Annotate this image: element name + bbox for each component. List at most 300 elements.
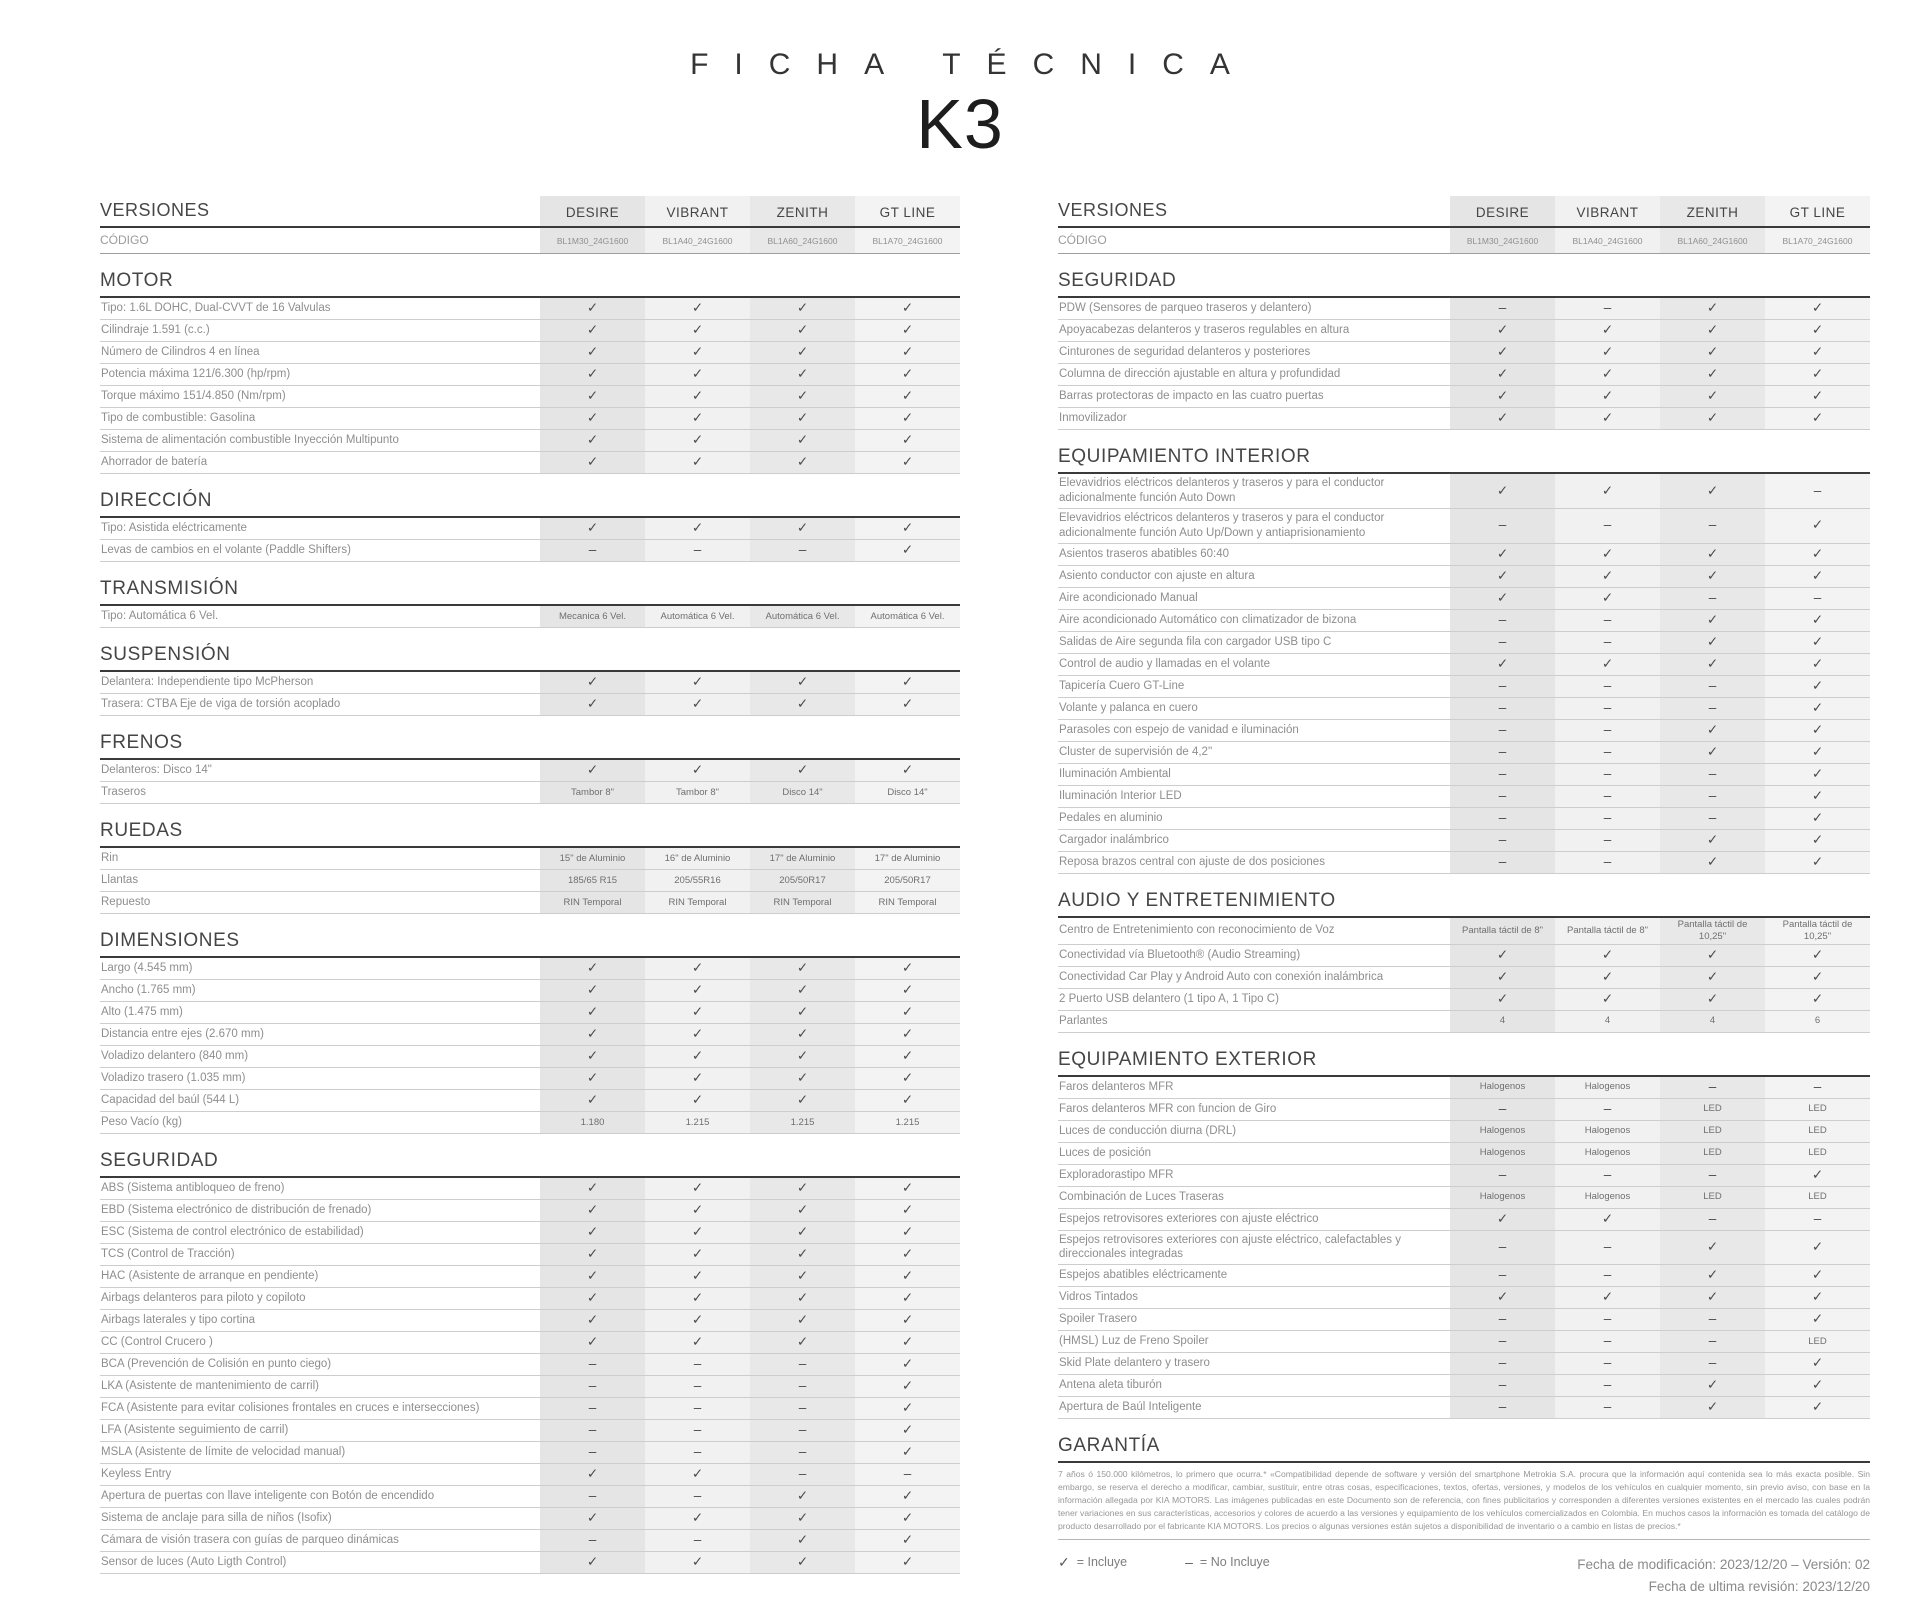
check-mark: ✓ bbox=[1765, 764, 1870, 785]
spec-label: Llantas bbox=[101, 874, 139, 887]
spec-label: Airbags delanteros para piloto y copiloto bbox=[101, 1292, 306, 1305]
check-mark: ✓ bbox=[855, 1068, 960, 1089]
check-mark: ✓ bbox=[750, 1046, 855, 1067]
spec-label: Aire acondicionado Manual bbox=[1059, 591, 1198, 604]
spec-label: Repuesto bbox=[101, 896, 151, 909]
spec-row bbox=[100, 342, 960, 364]
check-mark: ✓ bbox=[540, 1552, 645, 1573]
spec-value: Automática 6 Vel. bbox=[645, 606, 750, 627]
section-title: FRENOS bbox=[100, 731, 960, 760]
section-garanti-a bbox=[1058, 1434, 1870, 1539]
spec-label: Voladizo trasero (1.035 mm) bbox=[101, 1072, 246, 1085]
spec-row bbox=[100, 1552, 960, 1574]
dash-mark: – bbox=[540, 1486, 645, 1507]
spec-value: LED bbox=[1765, 1099, 1870, 1120]
check-mark: ✓ bbox=[540, 1508, 645, 1529]
dash-mark: – bbox=[540, 540, 645, 561]
dash-mark: – bbox=[1450, 786, 1555, 807]
dash-mark: – bbox=[1450, 1331, 1555, 1352]
spec-value: LED bbox=[1765, 1143, 1870, 1164]
check-mark: ✓ bbox=[855, 1332, 960, 1353]
dash-mark: – bbox=[1765, 1077, 1870, 1098]
check-mark: ✓ bbox=[540, 1244, 645, 1265]
check-mark: ✓ bbox=[1765, 1265, 1870, 1286]
check-mark: ✓ bbox=[540, 298, 645, 319]
check-mark: ✓ bbox=[1450, 386, 1555, 407]
spec-label: Distancia entre ejes (2.670 mm) bbox=[101, 1028, 264, 1041]
spec-row bbox=[1058, 632, 1870, 654]
section-audio-y-entretenimiento bbox=[1058, 889, 1870, 1033]
spec-row bbox=[100, 1398, 960, 1420]
check-mark: ✓ bbox=[645, 958, 750, 979]
spec-label: HAC (Asistente de arranque en pendiente) bbox=[101, 1270, 319, 1283]
check-mark: ✓ bbox=[855, 1266, 960, 1287]
versions-label: VERSIONES bbox=[100, 200, 210, 220]
check-mark: ✓ bbox=[750, 1266, 855, 1287]
check-mark: ✓ bbox=[1450, 945, 1555, 966]
legend-dash-icon: – bbox=[1185, 1554, 1193, 1571]
check-mark: ✓ bbox=[750, 342, 855, 363]
check-mark: ✓ bbox=[750, 1244, 855, 1265]
spec-row bbox=[1058, 830, 1870, 852]
check-mark: ✓ bbox=[540, 1332, 645, 1353]
spec-label: Faros delanteros MFR con funcion de Giro bbox=[1059, 1102, 1277, 1115]
spec-row bbox=[1058, 1077, 1870, 1099]
spec-label: Rin bbox=[101, 852, 119, 865]
spec-label: Trasera: CTBA Eje de viga de torsión acoplado bbox=[101, 698, 341, 711]
spec-label: Número de Cilindros 4 en línea bbox=[101, 346, 260, 359]
spec-value: Pantalla táctil de 8" bbox=[1450, 918, 1555, 944]
dash-mark: – bbox=[540, 1376, 645, 1397]
spec-label: Traseros bbox=[101, 786, 146, 799]
dash-mark: – bbox=[1555, 852, 1660, 873]
check-mark: ✓ bbox=[645, 1090, 750, 1111]
check-mark: ✓ bbox=[1660, 474, 1765, 508]
spec-label: BCA (Prevención de Colisión en punto ciego) bbox=[101, 1358, 332, 1371]
check-mark: ✓ bbox=[645, 1178, 750, 1199]
spec-label: MSLA (Asistente de límite de velocidad manual) bbox=[101, 1446, 346, 1459]
spec-label: TCS (Control de Tracción) bbox=[101, 1248, 235, 1261]
spec-row bbox=[1058, 808, 1870, 830]
versions-label: VERSIONES bbox=[1058, 200, 1168, 220]
spec-label: Espejos abatibles eléctricamente bbox=[1059, 1269, 1228, 1282]
spec-label: Iluminación Ambiental bbox=[1059, 767, 1171, 780]
spec-row bbox=[1058, 509, 1870, 544]
spec-label: PDW (Sensores de parqueo traseros y delantero) bbox=[1059, 302, 1312, 315]
spec-row bbox=[1058, 945, 1870, 967]
check-mark: ✓ bbox=[1450, 989, 1555, 1010]
spec-value: 17" de Aluminio bbox=[855, 848, 960, 869]
check-mark: ✓ bbox=[855, 1420, 960, 1441]
legend-dash-label: = No Incluye bbox=[1199, 1555, 1270, 1570]
left-spec-table bbox=[100, 196, 960, 1574]
dash-mark: – bbox=[1450, 610, 1555, 631]
spec-row bbox=[1058, 1165, 1870, 1187]
check-mark: ✓ bbox=[1765, 1165, 1870, 1186]
dash-mark: – bbox=[750, 1354, 855, 1375]
spec-value: 4 bbox=[1450, 1011, 1555, 1032]
spec-label: Cámara de visión trasera con guías de parqueo dinámicas bbox=[101, 1534, 399, 1547]
spec-row bbox=[1058, 852, 1870, 874]
check-mark: ✓ bbox=[1660, 720, 1765, 741]
dash-mark: – bbox=[1450, 1309, 1555, 1330]
check-mark: ✓ bbox=[1765, 320, 1870, 341]
spec-label: Delanteros: Disco 14" bbox=[101, 764, 212, 777]
spec-label: ESC (Sistema de control electrónico de estabilidad) bbox=[101, 1226, 364, 1239]
check-mark: ✓ bbox=[1765, 852, 1870, 873]
spec-row bbox=[100, 518, 960, 540]
spec-label: Apertura de puertas con llave inteligente con Botón de encendido bbox=[101, 1490, 435, 1503]
spec-row bbox=[100, 1222, 960, 1244]
check-mark: ✓ bbox=[750, 694, 855, 715]
dash-mark: – bbox=[1555, 742, 1660, 763]
check-mark: ✓ bbox=[1660, 830, 1765, 851]
spec-row bbox=[100, 1112, 960, 1134]
spec-row bbox=[1058, 1209, 1870, 1231]
check-mark: ✓ bbox=[855, 342, 960, 363]
check-mark: ✓ bbox=[855, 1552, 960, 1573]
dash-mark: – bbox=[1555, 1265, 1660, 1286]
spec-label: Inmovilizador bbox=[1059, 412, 1127, 425]
dash-mark: – bbox=[1660, 1209, 1765, 1230]
spec-label: Alto (1.475 mm) bbox=[101, 1006, 183, 1019]
spec-value: Tambor 8" bbox=[645, 782, 750, 803]
dash-mark: – bbox=[645, 1398, 750, 1419]
code-value: BL1A40_24G1600 bbox=[1555, 228, 1660, 253]
spec-row bbox=[100, 1068, 960, 1090]
check-mark: ✓ bbox=[1765, 1309, 1870, 1330]
check-mark: ✓ bbox=[1555, 364, 1660, 385]
spec-row bbox=[1058, 786, 1870, 808]
versions-header bbox=[100, 196, 960, 228]
spec-value: Pantalla táctil de 8" bbox=[1555, 918, 1660, 944]
spec-row bbox=[1058, 1099, 1870, 1121]
check-mark: ✓ bbox=[855, 386, 960, 407]
check-mark: ✓ bbox=[645, 1266, 750, 1287]
check-mark: ✓ bbox=[1765, 1375, 1870, 1396]
section-title: EQUIPAMIENTO INTERIOR bbox=[1058, 445, 1870, 474]
spec-label: Espejos retrovisores exteriores con ajuste eléctrico bbox=[1059, 1212, 1319, 1225]
spec-value: RIN Temporal bbox=[540, 892, 645, 913]
spec-label: Aire acondicionado Automático con climatizador de bizona bbox=[1059, 613, 1357, 626]
spec-label: Combinación de Luces Traseras bbox=[1059, 1190, 1224, 1203]
codigo-row bbox=[100, 228, 960, 254]
check-mark: ✓ bbox=[1765, 566, 1870, 587]
spec-row bbox=[100, 1178, 960, 1200]
spec-value: Tambor 8" bbox=[540, 782, 645, 803]
spec-label: Elevavidrios eléctricos delanteros y traseros y para el conductor adicionalmente función Auto Up/Down y antiaprisionamiento bbox=[1059, 511, 1385, 539]
check-mark: ✓ bbox=[1660, 386, 1765, 407]
spec-row bbox=[1058, 298, 1870, 320]
spec-label: Centro de Entretenimiento con reconocimiento de Voz bbox=[1059, 924, 1335, 937]
check-mark: ✓ bbox=[750, 1090, 855, 1111]
spec-row bbox=[100, 1420, 960, 1442]
garantia-text: 7 años ó 150.000 kilómetros, lo primero que ocurra.* «Compatibilidad depende de software y versión del smartphone Metrokia S.A. procura que la información aquí contenida sea lo más exacta posible. Sin embargo, se reserva el derecho a modificar, cambiar, sustituir, entre otras cosas, especificaciones, textos, ofertas, versiones, y modelos de los vehículos en cualquier momento, sin previo aviso, con base en la información allegada por KIA MOTORS. Las imágenes publicadas en este Documento son de referencia, con fines publicitarios y corresponden a diferentes versiones existentes en el mercado las cuales podrán tener variaciones en sus características, accesorios y colores de acuerdo a las versiones y equipamiento de los vehículos comercializados en Colombia. En muchos casos la información es tomada del catálogo de producto desarrollado por el fabricante KIA MOTORS. Los precios o algunas versiones están sujetos a disponibilidad de inventario o a cambio en listas de precios.* bbox=[1058, 1468, 1870, 1539]
check-mark: ✓ bbox=[855, 1354, 960, 1375]
check-mark: ✓ bbox=[855, 408, 960, 429]
spec-row bbox=[100, 408, 960, 430]
spec-label: Conectividad vía Bluetooth® (Audio Streaming) bbox=[1059, 948, 1301, 961]
legend bbox=[1058, 1554, 1270, 1571]
check-mark: ✓ bbox=[645, 1244, 750, 1265]
spec-row bbox=[1058, 1011, 1870, 1033]
code-value: BL1M30_24G1600 bbox=[540, 228, 645, 253]
spec-row bbox=[1058, 1231, 1870, 1266]
check-mark: ✓ bbox=[750, 672, 855, 693]
check-mark: ✓ bbox=[1660, 364, 1765, 385]
check-mark: ✓ bbox=[1450, 1209, 1555, 1230]
dash-mark: – bbox=[1450, 830, 1555, 851]
dash-mark: – bbox=[1555, 1099, 1660, 1120]
spec-label: Tapicería Cuero GT-Line bbox=[1059, 679, 1185, 692]
spec-row bbox=[100, 1486, 960, 1508]
check-mark: ✓ bbox=[1765, 742, 1870, 763]
section-title: AUDIO Y ENTRETENIMIENTO bbox=[1058, 889, 1870, 918]
check-mark: ✓ bbox=[645, 452, 750, 473]
check-mark: ✓ bbox=[855, 1090, 960, 1111]
spec-label: Apoyacabezas delanteros y traseros regulables en altura bbox=[1059, 324, 1350, 337]
check-mark: ✓ bbox=[1450, 364, 1555, 385]
section-seguridad bbox=[1058, 269, 1870, 430]
dash-mark: – bbox=[1660, 588, 1765, 609]
dash-mark: – bbox=[1450, 1375, 1555, 1396]
check-mark: ✓ bbox=[540, 386, 645, 407]
check-mark: ✓ bbox=[1450, 1287, 1555, 1308]
spec-label: Control de audio y llamadas en el volante bbox=[1059, 657, 1270, 670]
check-mark: ✓ bbox=[1765, 830, 1870, 851]
spec-value: 4 bbox=[1555, 1011, 1660, 1032]
section-title: DIRECCIÓN bbox=[100, 489, 960, 518]
check-mark: ✓ bbox=[750, 364, 855, 385]
spec-row bbox=[100, 1200, 960, 1222]
check-mark: ✓ bbox=[1660, 945, 1765, 966]
dash-mark: – bbox=[540, 1442, 645, 1463]
page-header bbox=[0, 48, 1920, 164]
check-mark: ✓ bbox=[1660, 742, 1765, 763]
dash-mark: – bbox=[1450, 698, 1555, 719]
spec-row bbox=[1058, 320, 1870, 342]
dash-mark: – bbox=[1660, 786, 1765, 807]
spec-row bbox=[100, 452, 960, 474]
spec-row bbox=[1058, 1265, 1870, 1287]
spec-row bbox=[1058, 544, 1870, 566]
codigo-label: CÓDIGO bbox=[100, 233, 149, 247]
dash-mark: – bbox=[1450, 1231, 1555, 1265]
spec-row bbox=[1058, 918, 1870, 945]
check-mark: ✓ bbox=[540, 1464, 645, 1485]
check-mark: ✓ bbox=[1450, 342, 1555, 363]
check-mark: ✓ bbox=[645, 342, 750, 363]
check-mark: ✓ bbox=[1660, 298, 1765, 319]
spec-label: Sistema de anclaje para silla de niños (Isofix) bbox=[101, 1512, 332, 1525]
spec-row bbox=[1058, 1187, 1870, 1209]
spec-value: Halogenos bbox=[1450, 1143, 1555, 1164]
spec-row bbox=[100, 1046, 960, 1068]
check-mark: ✓ bbox=[750, 1178, 855, 1199]
check-mark: ✓ bbox=[540, 760, 645, 781]
spec-value: 17" de Aluminio bbox=[750, 848, 855, 869]
section-direccio-n bbox=[100, 489, 960, 562]
dash-mark: – bbox=[1555, 786, 1660, 807]
section-transmisio-n bbox=[100, 577, 960, 628]
section-title: TRANSMISIÓN bbox=[100, 577, 960, 606]
check-mark: ✓ bbox=[1450, 544, 1555, 565]
spec-label: Luces de posición bbox=[1059, 1146, 1152, 1159]
spec-label: Ancho (1.765 mm) bbox=[101, 984, 196, 997]
spec-row bbox=[1058, 1397, 1870, 1419]
check-mark: ✓ bbox=[1555, 566, 1660, 587]
check-mark: ✓ bbox=[1765, 698, 1870, 719]
check-mark: ✓ bbox=[1765, 364, 1870, 385]
spec-label: Parasoles con espejo de vanidad e iluminación bbox=[1059, 723, 1299, 736]
check-mark: ✓ bbox=[855, 980, 960, 1001]
spec-row bbox=[1058, 610, 1870, 632]
check-mark: ✓ bbox=[855, 298, 960, 319]
check-mark: ✓ bbox=[540, 694, 645, 715]
check-mark: ✓ bbox=[1660, 654, 1765, 675]
spec-row bbox=[100, 1310, 960, 1332]
check-mark: ✓ bbox=[645, 408, 750, 429]
check-mark: ✓ bbox=[1450, 408, 1555, 429]
check-mark: ✓ bbox=[1765, 967, 1870, 988]
dash-mark: – bbox=[1660, 1077, 1765, 1098]
spec-label: Columna de dirección ajustable en altura y profundidad bbox=[1059, 368, 1341, 381]
spec-value: LED bbox=[1660, 1099, 1765, 1120]
spec-value: Mecanica 6 Vel. bbox=[540, 606, 645, 627]
spec-value: LED bbox=[1660, 1143, 1765, 1164]
check-mark: ✓ bbox=[540, 1046, 645, 1067]
spec-label: Exploradorastipo MFR bbox=[1059, 1168, 1174, 1181]
check-mark: ✓ bbox=[855, 364, 960, 385]
spec-row bbox=[1058, 386, 1870, 408]
dash-mark: – bbox=[1450, 1099, 1555, 1120]
check-mark: ✓ bbox=[855, 694, 960, 715]
spec-label: Tipo: Automática 6 Vel. bbox=[101, 610, 219, 623]
check-mark: ✓ bbox=[1660, 989, 1765, 1010]
check-mark: ✓ bbox=[645, 760, 750, 781]
check-mark: ✓ bbox=[645, 1332, 750, 1353]
spec-label: Barras protectoras de impacto en las cuatro puertas bbox=[1059, 390, 1324, 403]
check-mark: ✓ bbox=[645, 694, 750, 715]
check-mark: ✓ bbox=[645, 364, 750, 385]
spec-row bbox=[100, 848, 960, 870]
spec-label: Iluminación Interior LED bbox=[1059, 789, 1182, 802]
spec-label: Capacidad del baúl (544 L) bbox=[101, 1094, 240, 1107]
check-mark: ✓ bbox=[855, 760, 960, 781]
check-mark: ✓ bbox=[1660, 408, 1765, 429]
dash-mark: – bbox=[1555, 1353, 1660, 1374]
check-mark: ✓ bbox=[750, 1288, 855, 1309]
dash-mark: – bbox=[1450, 720, 1555, 741]
dash-mark: – bbox=[540, 1530, 645, 1551]
spec-value: Halogenos bbox=[1450, 1187, 1555, 1208]
dash-mark: – bbox=[540, 1420, 645, 1441]
dash-mark: – bbox=[1450, 676, 1555, 697]
check-mark: ✓ bbox=[540, 364, 645, 385]
check-mark: ✓ bbox=[855, 1442, 960, 1463]
spec-row bbox=[100, 1002, 960, 1024]
spec-row bbox=[100, 540, 960, 562]
spec-row bbox=[100, 1508, 960, 1530]
spec-row bbox=[100, 870, 960, 892]
check-mark: ✓ bbox=[1555, 1209, 1660, 1230]
code-value: BL1A40_24G1600 bbox=[645, 228, 750, 253]
spec-row bbox=[100, 1024, 960, 1046]
spec-label: Spoiler Trasero bbox=[1059, 1313, 1137, 1326]
check-mark: ✓ bbox=[1555, 408, 1660, 429]
spec-label: Asientos traseros abatibles 60:40 bbox=[1059, 547, 1230, 560]
spec-row bbox=[100, 606, 960, 628]
spec-label: Skid Plate delantero y trasero bbox=[1059, 1357, 1210, 1370]
check-mark: ✓ bbox=[1660, 342, 1765, 363]
check-mark: ✓ bbox=[750, 1310, 855, 1331]
check-mark: ✓ bbox=[540, 518, 645, 539]
check-mark: ✓ bbox=[855, 1508, 960, 1529]
check-mark: ✓ bbox=[750, 408, 855, 429]
check-mark: ✓ bbox=[750, 518, 855, 539]
spec-label: 2 Puerto USB delantero (1 tipo A, 1 Tipo C) bbox=[1059, 992, 1279, 1005]
check-mark: ✓ bbox=[645, 386, 750, 407]
check-mark: ✓ bbox=[540, 320, 645, 341]
check-mark: ✓ bbox=[1555, 588, 1660, 609]
check-mark: ✓ bbox=[1765, 1397, 1870, 1418]
spec-value: 6 bbox=[1765, 1011, 1870, 1032]
check-mark: ✓ bbox=[750, 452, 855, 473]
check-mark: ✓ bbox=[750, 430, 855, 451]
check-mark: ✓ bbox=[1660, 967, 1765, 988]
check-mark: ✓ bbox=[1660, 610, 1765, 631]
spec-value: 205/50R17 bbox=[750, 870, 855, 891]
spec-row bbox=[1058, 1309, 1870, 1331]
dash-mark: – bbox=[750, 540, 855, 561]
spec-value: LED bbox=[1765, 1331, 1870, 1352]
legend-check-icon: ✓ bbox=[1058, 1553, 1070, 1570]
spec-row bbox=[1058, 342, 1870, 364]
dash-mark: – bbox=[1450, 632, 1555, 653]
check-mark: ✓ bbox=[855, 1376, 960, 1397]
spec-value: RIN Temporal bbox=[645, 892, 750, 913]
spec-row bbox=[1058, 1331, 1870, 1353]
check-mark: ✓ bbox=[1555, 1287, 1660, 1308]
check-mark: ✓ bbox=[540, 1222, 645, 1243]
dash-mark: – bbox=[1660, 509, 1765, 543]
dash-mark: – bbox=[645, 540, 750, 561]
check-mark: ✓ bbox=[855, 958, 960, 979]
spec-label: Luces de conducción diurna (DRL) bbox=[1059, 1124, 1237, 1137]
check-mark: ✓ bbox=[855, 518, 960, 539]
spec-value: 16" de Aluminio bbox=[645, 848, 750, 869]
dash-mark: – bbox=[1555, 1165, 1660, 1186]
model-name: K3 bbox=[916, 85, 1004, 163]
check-mark: ✓ bbox=[540, 1068, 645, 1089]
spec-value: 205/50R17 bbox=[855, 870, 960, 891]
check-mark: ✓ bbox=[750, 1508, 855, 1529]
spec-label: Asiento conductor con ajuste en altura bbox=[1059, 569, 1255, 582]
spec-row bbox=[100, 386, 960, 408]
spec-label: LKA (Asistente de mantenimiento de carril) bbox=[101, 1380, 319, 1393]
check-mark: ✓ bbox=[645, 1200, 750, 1221]
spec-value: Pantalla táctil de 10,25" bbox=[1765, 918, 1870, 944]
check-mark: ✓ bbox=[1765, 989, 1870, 1010]
check-mark: ✓ bbox=[645, 1002, 750, 1023]
section-title: EQUIPAMIENTO EXTERIOR bbox=[1058, 1048, 1870, 1077]
check-mark: ✓ bbox=[1450, 566, 1555, 587]
spec-value: 4 bbox=[1660, 1011, 1765, 1032]
spec-label: (HMSL) Luz de Freno Spoiler bbox=[1059, 1335, 1209, 1348]
section-motor bbox=[100, 269, 960, 474]
spec-row bbox=[100, 1288, 960, 1310]
check-mark: ✓ bbox=[855, 1024, 960, 1045]
